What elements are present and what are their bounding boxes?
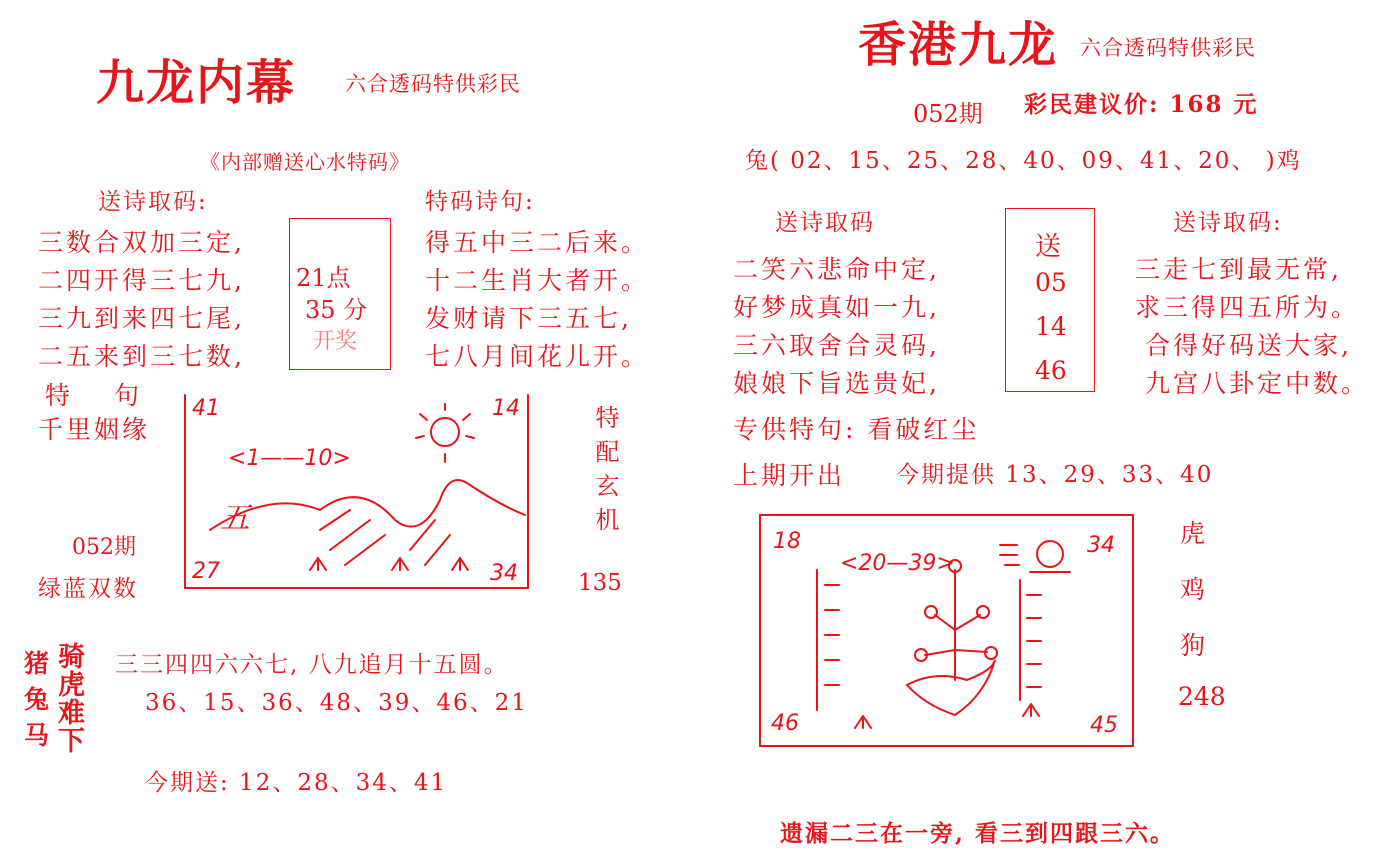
draw-time-hour: 21点 <box>296 264 351 292</box>
grass2-icon-2 <box>1023 704 1039 716</box>
last-issue-label: 上期开出 <box>733 461 846 490</box>
sun-rays <box>416 404 474 462</box>
left-poem-line-1: 三数合双加三定, <box>38 228 245 257</box>
sketch-corner-tl: 41 <box>192 396 220 421</box>
grass-icon-3 <box>452 558 468 570</box>
sketch-corner-tr: 14 <box>492 396 520 421</box>
animal-2: 鸡 <box>1180 575 1206 604</box>
special-phrase-right: 专供特句: 看破红尘 <box>733 415 980 444</box>
gift-box-number-1: 05 <box>1035 268 1067 297</box>
left-right-number: 135 <box>578 570 622 596</box>
right-poem-right-3: 合得好码送大家, <box>1145 331 1352 360</box>
left-ladder <box>817 570 839 710</box>
special-line-4: 七八月间花儿开。 <box>425 342 650 371</box>
gift-box-number-2: 14 <box>1035 312 1067 341</box>
price: 彩民建议价: 168 元 <box>1024 91 1259 118</box>
right-subtitle: 六合透码特供彩民 <box>1080 36 1256 60</box>
left-title: 九龙内幕 <box>96 55 297 111</box>
left-gift-line: 今期送: 12、28、34、41 <box>145 770 448 796</box>
zodiac-column <box>24 646 49 754</box>
right-issue: 052期 <box>913 100 983 128</box>
number-list: 36、15、36、48、39、46、21 <box>145 690 528 716</box>
sketch-corner-bl: 27 <box>192 559 220 584</box>
riddle-1: 骑 <box>58 642 85 673</box>
flower-bud-2 <box>977 606 989 618</box>
animal-number: 248 <box>1178 682 1226 711</box>
right-poem-left-3: 三六取舍合灵码, <box>733 331 940 360</box>
left-poem-line-4: 二五来到三七数, <box>38 342 245 371</box>
sketch2-corner-bl: 46 <box>771 711 799 736</box>
sun2-lines <box>1000 545 1070 572</box>
right-sketch <box>755 510 1140 752</box>
right-poem-left-heading: 送诗取码 <box>775 210 875 236</box>
special-line-3: 发财请下三五七, <box>425 304 632 333</box>
zodiac-1: 猪 <box>24 649 50 678</box>
zodiac-row: 兔( 02、15、25、28、40、09、41、20、 )鸡 <box>745 148 1302 174</box>
right-poem-left-2: 好梦成真如一九, <box>733 293 940 322</box>
sketch2-corner-tl: 18 <box>773 529 801 554</box>
gift-box-label: 送 <box>1035 232 1062 262</box>
grass2-icon-1 <box>855 716 871 728</box>
flower-stems <box>925 570 987 680</box>
left-gift-heading: 《内部赠送心水特码》 <box>200 150 410 174</box>
right-ladder <box>1020 580 1041 700</box>
right-poem-right-heading: 送诗取码: <box>1173 210 1283 236</box>
left-poem-line-3: 三九到来四七尾, <box>38 304 245 333</box>
sketch2-range: <20—39> <box>840 551 955 576</box>
riddle-3: 难 <box>58 698 85 729</box>
draw-time-minute: 35 分 <box>305 296 368 324</box>
riddle-2: 虎 <box>58 670 85 701</box>
verse: 三三四四六六七, 八九追月十五圆。 <box>115 652 509 678</box>
grass-icon-1 <box>310 558 326 570</box>
left-poem-line-2: 二四开得三七九, <box>38 266 245 295</box>
left-poem-heading: 送诗取码: <box>98 189 208 215</box>
sun2-icon <box>1037 541 1063 567</box>
animal-3: 狗 <box>1180 631 1206 660</box>
left-sketch <box>180 390 540 595</box>
flower-bud-1 <box>925 606 937 618</box>
animal-column <box>1180 506 1205 674</box>
bowl-drawing <box>907 660 995 715</box>
special-label: 特 句 <box>45 381 142 410</box>
sketch2-corner-tr: 34 <box>1087 533 1115 558</box>
sketch-corner-br: 34 <box>490 561 518 586</box>
gift-box-number-3: 46 <box>1035 356 1067 385</box>
left-issue: 052期 <box>72 535 136 560</box>
provide-line: 今期提供 13、29、33、40 <box>896 462 1214 488</box>
riddle-column <box>58 644 85 756</box>
hatching <box>320 510 450 565</box>
sun-icon <box>431 418 459 446</box>
sketch2-corner-br: 45 <box>1090 713 1118 738</box>
zodiac-2: 兔 <box>24 685 50 714</box>
sketch-range: <1——10> <box>228 446 351 471</box>
footer-verse: 遗漏二三在一旁, 看三到四跟三六。 <box>780 820 1176 847</box>
animal-1: 虎 <box>1180 519 1206 548</box>
special-line-1: 得五中三二后来。 <box>425 228 650 257</box>
flower-bud-4 <box>985 647 997 659</box>
special-phrase: 千里姻缘 <box>38 415 151 444</box>
special-line-2: 十二生肖大者开。 <box>425 266 650 295</box>
right-poem-right-1: 三走七到最无常, <box>1135 255 1342 284</box>
color-hint: 绿蓝双数 <box>38 576 138 602</box>
right-poem-left-4: 娘娘下旨选贵妃, <box>733 369 940 398</box>
grass-icon-2 <box>392 558 408 570</box>
riddle-4: 下 <box>58 726 85 757</box>
special-heading: 特码诗句: <box>425 189 535 215</box>
right-poem-left-1: 二笑六悲命中定, <box>733 255 940 284</box>
right-title: 香港九龙 <box>858 17 1059 73</box>
right-vertical-hint: 特配玄机 <box>591 405 619 541</box>
left-subtitle: 六合透码特供彩民 <box>345 72 521 96</box>
right-poem-right-4: 九宫八卦定中数。 <box>1145 369 1370 398</box>
right-poem-right-2: 求三得四五所为。 <box>1135 293 1360 322</box>
sketch-glyph: 五 <box>220 501 250 536</box>
draw-time-label: 开奖 <box>313 329 358 354</box>
zodiac-3: 马 <box>24 721 50 750</box>
